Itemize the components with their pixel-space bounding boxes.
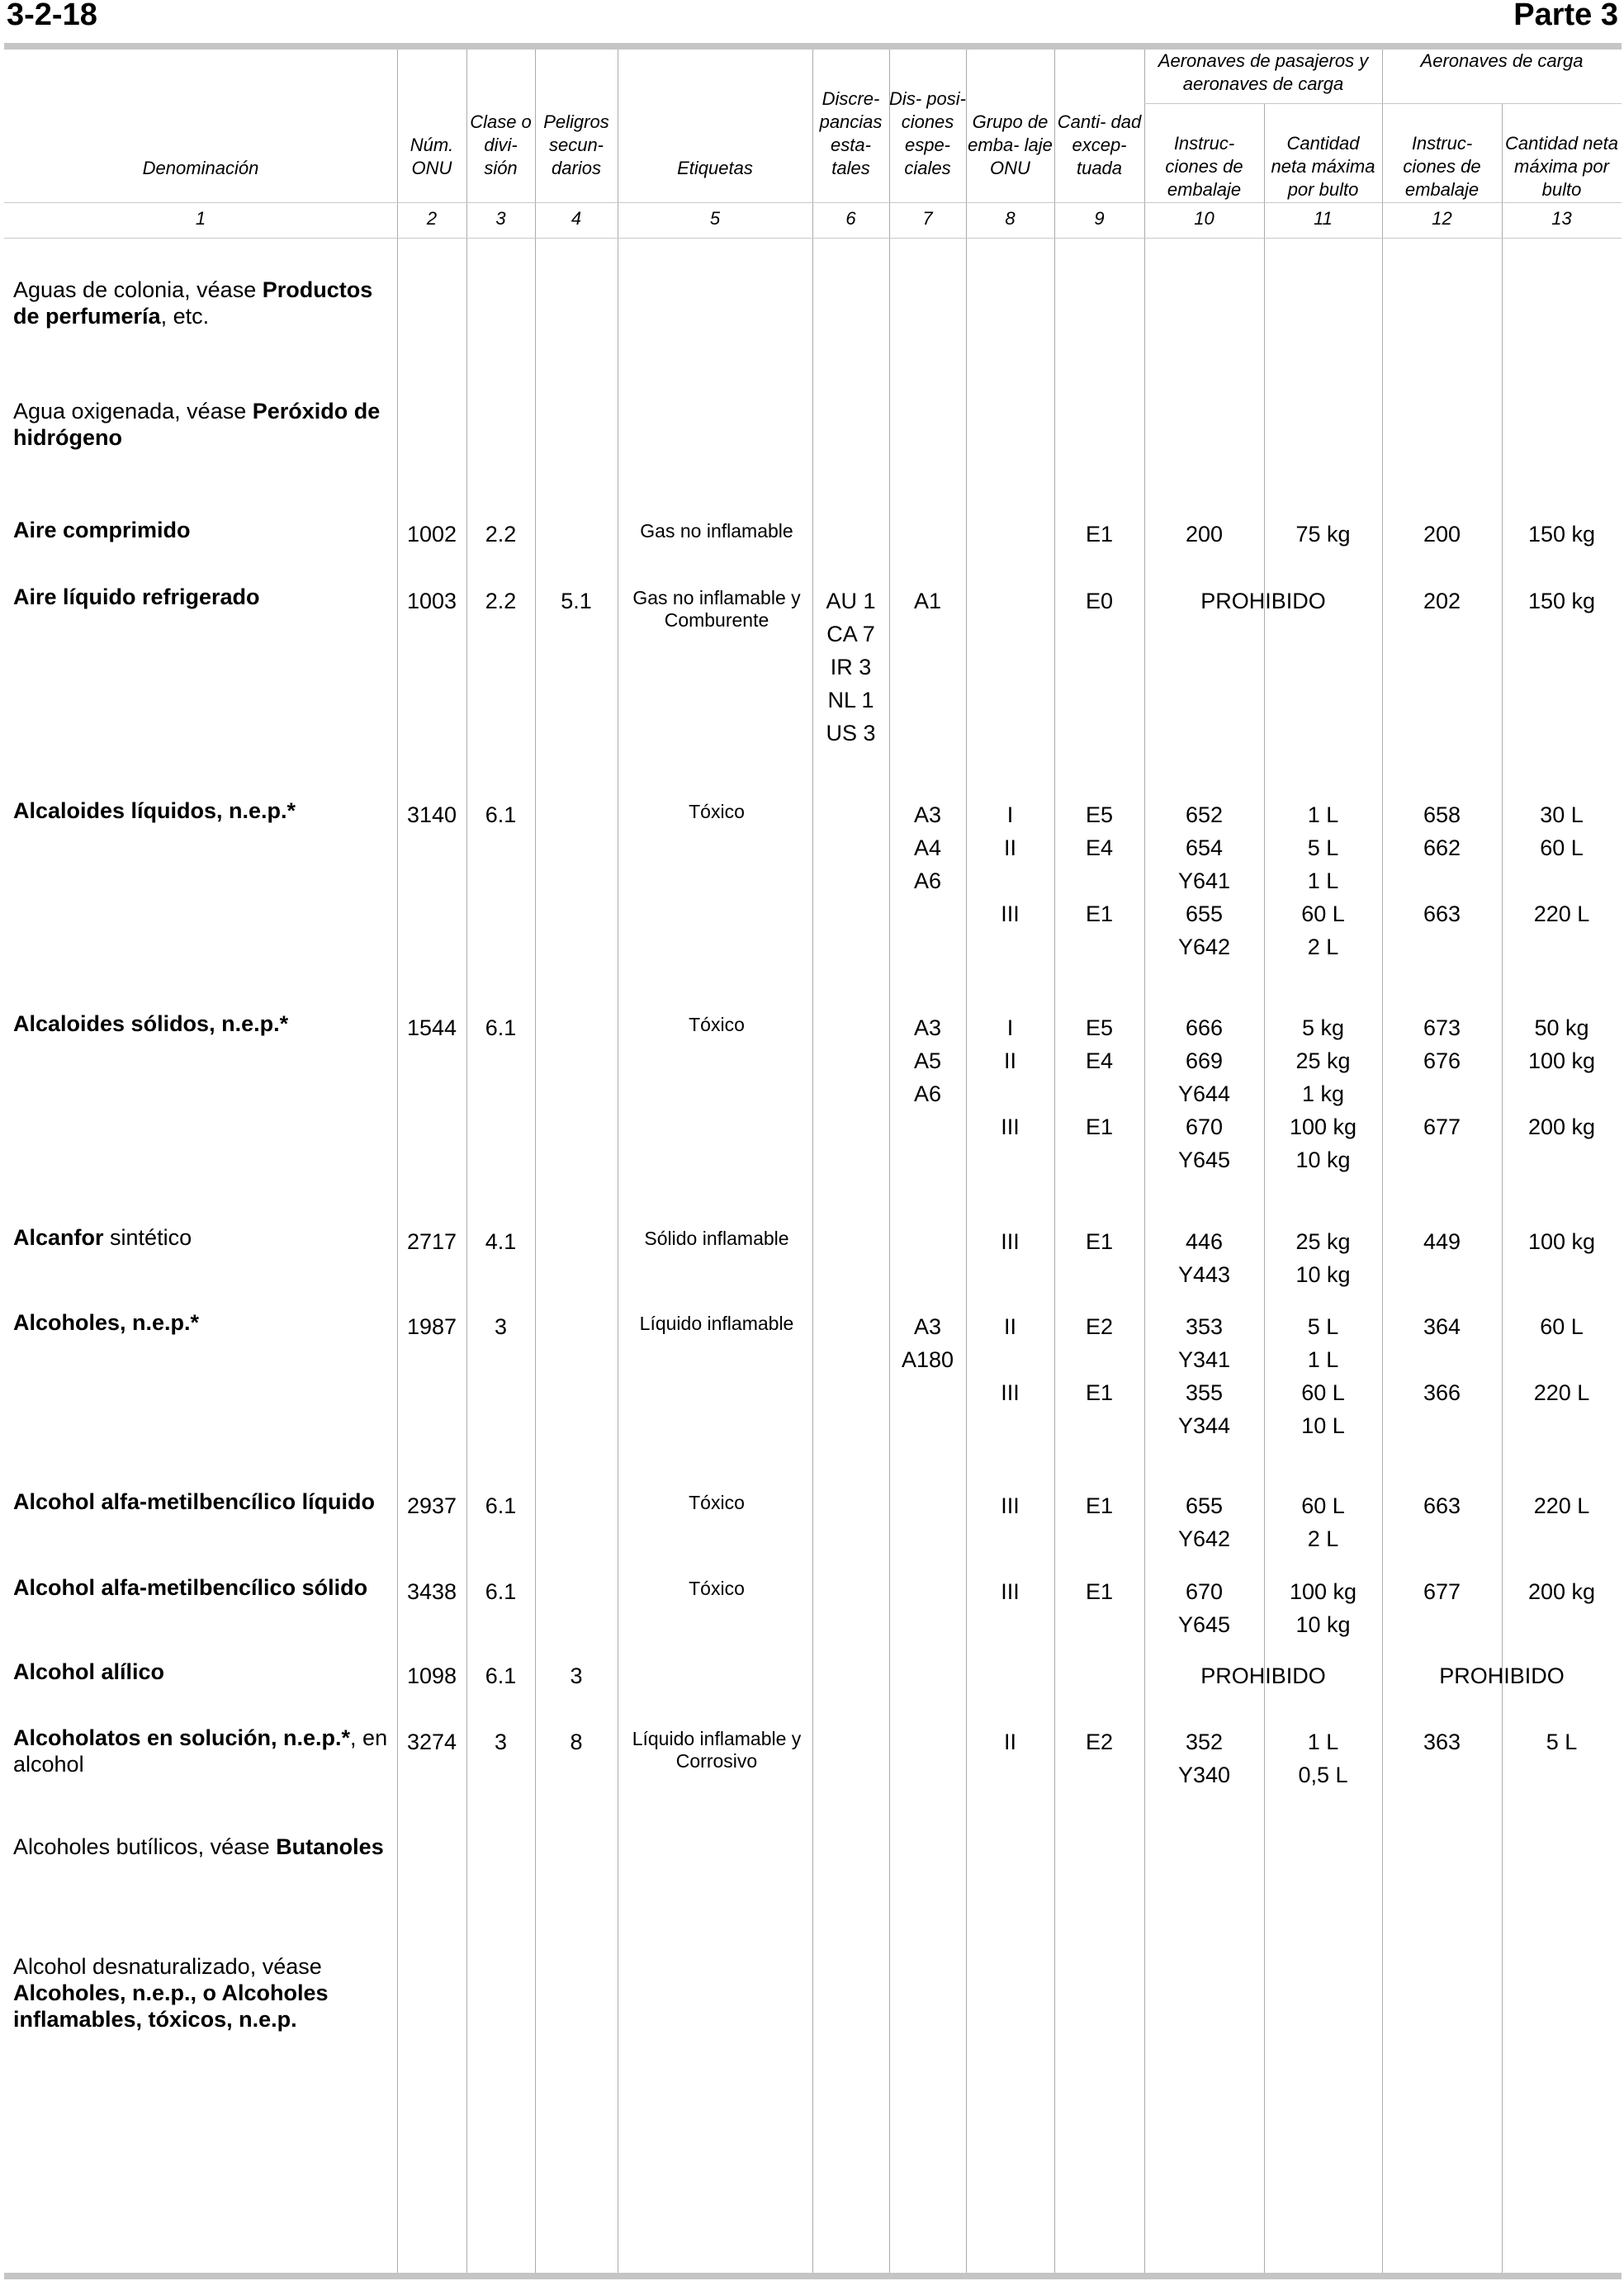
max-net-quantities — [1264, 1011, 1382, 1176]
state-variations — [812, 584, 889, 750]
column-divider — [1264, 103, 1265, 2273]
column-number: 12 — [1432, 208, 1452, 229]
entry-name: Alcoholes, n.e.p.* — [13, 1310, 200, 1335]
hazard-label: Gas no inflamable — [640, 520, 793, 542]
entry-name: Alcohol alílico — [13, 1659, 165, 1684]
max-net-quantities — [1264, 1575, 1382, 1641]
packing-instruction: 355 — [1185, 1380, 1224, 1405]
max-net-quantity: 1 L — [1307, 1347, 1339, 1372]
excepted-quantities — [1054, 1011, 1144, 1143]
cargo-max-net-quantity — [1502, 1343, 1622, 1376]
max-net-quantity: 10 kg — [1295, 1262, 1351, 1287]
cargo-max-net-quantity: 100 kg — [1527, 1229, 1596, 1254]
special-provisions — [889, 798, 966, 897]
header-divider — [4, 238, 1622, 239]
class: 4.1 — [485, 1229, 517, 1254]
special-provision: A1 — [913, 589, 942, 613]
hazard-label: Gas no inflamable y Comburente — [632, 587, 801, 631]
max-net-quantity: 2 L — [1307, 1526, 1339, 1551]
packing-instructions — [1144, 1725, 1264, 1791]
packing-instruction: Y642 — [1177, 935, 1231, 959]
packing-instruction: 446 — [1185, 1229, 1224, 1254]
cargo-max-net-quantity: 220 L — [1533, 1380, 1590, 1405]
state-variation: IR 3 — [830, 655, 872, 679]
packing-group: II — [1003, 835, 1016, 860]
un-number: 1003 — [406, 589, 457, 613]
excepted-quantity: E5 — [1085, 1015, 1114, 1040]
entry-name: Alcanfor sintético — [13, 1225, 192, 1250]
column-number: 4 — [571, 208, 582, 229]
packing-group — [966, 1343, 1054, 1376]
col-header-special-provisions: Dis- posi- ciones espe- ciales — [889, 88, 966, 178]
col-header-cargo-packing-instructions: Instruc- ciones de embalaje — [1403, 133, 1481, 200]
class: 2.2 — [485, 589, 517, 613]
packing-instruction: Y443 — [1177, 1262, 1231, 1287]
cargo-packing-instruction: 673 — [1423, 1015, 1461, 1040]
excepted-quantity: E2 — [1085, 1730, 1114, 1754]
entry-name: Aire líquido refrigerado — [13, 584, 260, 609]
cargo-max-net-quantities — [1502, 1011, 1622, 1143]
packing-instruction: Y645 — [1177, 1148, 1231, 1172]
packing-instruction: 200 — [1185, 522, 1224, 547]
packing-group: III — [1001, 1229, 1020, 1254]
max-net-quantity: 1 L — [1307, 802, 1339, 827]
cross-reference-row: Alcoholes butílicos, véase Butanoles — [13, 1834, 384, 1859]
packing-groups — [966, 1011, 1054, 1143]
column-number: 5 — [709, 208, 721, 229]
max-net-quantities — [1264, 1489, 1382, 1555]
col-header-state-variations: Discre- pancias esta- tales — [819, 88, 883, 178]
col-header-cargo-aircraft: Aeronaves de carga — [1420, 50, 1584, 71]
cargo-packing-instruction — [1382, 1077, 1502, 1110]
special-provisions — [889, 1310, 966, 1376]
special-provision: A4 — [913, 835, 942, 860]
state-variation: NL 1 — [827, 688, 874, 712]
packing-instruction: 352 — [1185, 1730, 1224, 1754]
column-number: 10 — [1194, 208, 1214, 229]
excepted-quantities — [1054, 798, 1144, 930]
max-net-quantities — [1264, 1310, 1382, 1442]
packing-instructions — [1144, 1011, 1264, 1176]
packing-group: I — [1006, 1015, 1014, 1040]
excepted-quantity — [1054, 1077, 1144, 1110]
col-header-packing-group: Grupo de emba- laje ONU — [968, 111, 1053, 178]
column-number: 9 — [1094, 208, 1105, 229]
un-number: 1544 — [406, 1015, 457, 1040]
cargo-max-net-quantity: 220 L — [1533, 1493, 1590, 1518]
bottom-rule — [4, 2273, 1622, 2279]
cargo-max-net-quantity: 220 L — [1533, 902, 1590, 926]
header-divider — [1144, 103, 1622, 104]
special-provision: A6 — [913, 1081, 942, 1106]
max-net-quantity: 25 kg — [1295, 1229, 1351, 1254]
column-divider — [1054, 50, 1055, 2273]
class: 2.2 — [485, 522, 517, 547]
packing-group: III — [1001, 1114, 1020, 1139]
column-number: 11 — [1314, 208, 1333, 229]
excepted-quantity: E4 — [1085, 1048, 1114, 1073]
cargo-max-net-quantity: 150 kg — [1527, 522, 1596, 547]
packing-instructions — [1144, 1575, 1264, 1641]
column-number: 6 — [845, 208, 856, 229]
cargo-max-net-quantity: 60 L — [1540, 1314, 1584, 1339]
column-number: 1 — [195, 208, 206, 229]
entry-name: Alcaloides sólidos, n.e.p.* — [13, 1011, 289, 1036]
column-divider — [1502, 103, 1503, 2273]
col-header-class: Clase o divi- sión — [470, 111, 532, 178]
excepted-quantity: E1 — [1085, 1493, 1114, 1518]
cargo-packing-instruction: 676 — [1423, 1048, 1461, 1073]
column-number: 8 — [1005, 208, 1016, 229]
cargo-max-net-quantities — [1502, 1310, 1622, 1409]
max-net-quantity: 5 kg — [1301, 1015, 1345, 1040]
packing-instruction: 670 — [1185, 1579, 1224, 1604]
col-header-subsidiary-hazards: Peligros secun- darios — [543, 111, 609, 178]
cargo-packing-instruction: 677 — [1423, 1114, 1461, 1139]
special-provision: A180 — [901, 1347, 954, 1372]
cargo-packing-instruction: 449 — [1423, 1229, 1461, 1254]
hazard-label: Sólido inflamable — [644, 1228, 789, 1249]
part-title: Parte 3 — [1513, 0, 1618, 32]
hazard-label: Tóxico — [689, 1578, 745, 1599]
max-net-quantity: 10 kg — [1295, 1612, 1351, 1637]
excepted-quantity: E5 — [1085, 802, 1114, 827]
packing-group: I — [1006, 802, 1014, 827]
cargo-packing-instruction — [1382, 864, 1502, 897]
packing-instruction: 669 — [1185, 1048, 1224, 1073]
excepted-quantity: E1 — [1085, 1229, 1114, 1254]
packing-instruction: Y341 — [1177, 1347, 1231, 1372]
packing-group: II — [1003, 1048, 1016, 1073]
cargo-max-net-quantity — [1502, 1077, 1622, 1110]
cargo-packing-instruction: 677 — [1423, 1579, 1461, 1604]
excepted-quantity: E4 — [1085, 835, 1114, 860]
max-net-quantity: 60 L — [1301, 902, 1345, 926]
packing-group: II — [1003, 1314, 1016, 1339]
column-number: 13 — [1551, 208, 1572, 229]
special-provision: A3 — [913, 1015, 942, 1040]
max-net-quantity: 1 L — [1307, 1730, 1339, 1754]
column-divider — [812, 50, 813, 2273]
cargo-max-net-quantity — [1502, 864, 1622, 897]
packing-groups — [966, 798, 1054, 930]
excepted-quantity: E1 — [1085, 522, 1114, 547]
packing-instructions — [1144, 1310, 1264, 1442]
packing-instruction: 670 — [1185, 1114, 1224, 1139]
col-header-cargo-max-net-quantity: Cantidad neta máxima por bulto — [1505, 133, 1618, 200]
cargo-max-net-quantity: 150 kg — [1527, 589, 1596, 613]
excepted-quantity — [1054, 864, 1144, 897]
column-divider — [397, 50, 398, 2273]
col-header-un-number: Núm. ONU — [410, 135, 454, 178]
packing-instructions — [1144, 1489, 1264, 1555]
excepted-quantity: E1 — [1085, 902, 1114, 926]
class: 6.1 — [485, 1579, 517, 1604]
passenger-prohibited: PROHIBIDO — [1200, 1663, 1326, 1688]
class: 6.1 — [485, 1015, 517, 1040]
cargo-max-net-quantity: 50 kg — [1534, 1015, 1589, 1040]
max-net-quantity: 1 L — [1307, 868, 1339, 893]
excepted-quantity: E1 — [1085, 1380, 1114, 1405]
hazard-label: Tóxico — [689, 1492, 745, 1513]
entry-name: Alcohol alfa-metilbencílico sólido — [13, 1575, 368, 1600]
max-net-quantity: 5 L — [1307, 835, 1339, 860]
excepted-quantity: E2 — [1085, 1314, 1114, 1339]
hazard-label: Tóxico — [689, 1014, 745, 1035]
state-variation: US 3 — [826, 721, 876, 745]
entry-name: Alcohol alfa-metilbencílico líquido — [13, 1489, 376, 1514]
col-header-denominacion: Denominación — [142, 158, 259, 178]
packing-instruction: Y645 — [1177, 1612, 1231, 1637]
packing-instruction: Y344 — [1177, 1413, 1231, 1438]
excepted-quantity: E1 — [1085, 1114, 1114, 1139]
packing-group: III — [1001, 1579, 1020, 1604]
cargo-max-net-quantity: 60 L — [1540, 835, 1584, 860]
cargo-max-net-quantities — [1502, 798, 1622, 930]
column-number: 3 — [495, 208, 506, 229]
cargo-max-net-quantity: 200 kg — [1527, 1114, 1596, 1139]
max-net-quantity: 100 kg — [1289, 1579, 1357, 1604]
packing-group — [966, 864, 1054, 897]
special-provisions — [889, 1011, 966, 1110]
cargo-packing-instruction: 366 — [1423, 1380, 1461, 1405]
cargo-packing-instructions — [1382, 1011, 1502, 1143]
col-header-passenger-packing-instructions: Instruc- ciones de embalaje — [1165, 133, 1243, 200]
un-number: 1987 — [406, 1314, 457, 1339]
max-net-quantity: 60 L — [1301, 1380, 1345, 1405]
max-net-quantity: 25 kg — [1295, 1048, 1351, 1073]
packing-instruction: 353 — [1185, 1314, 1224, 1339]
un-number: 2717 — [406, 1229, 457, 1254]
un-number: 1098 — [406, 1663, 457, 1688]
un-number: 3438 — [406, 1579, 457, 1604]
excepted-quantity: E0 — [1085, 589, 1114, 613]
max-net-quantities — [1264, 798, 1382, 963]
cargo-max-net-quantity: 30 L — [1540, 802, 1584, 827]
excepted-quantity — [1054, 1343, 1144, 1376]
state-variation: AU 1 — [826, 589, 876, 613]
excepted-quantity: E1 — [1085, 1579, 1114, 1604]
cargo-max-net-quantity: 100 kg — [1527, 1048, 1596, 1073]
excepted-quantities — [1054, 1310, 1144, 1409]
special-provision: A6 — [913, 868, 942, 893]
max-net-quantity: 75 kg — [1295, 522, 1351, 547]
packing-instruction: 655 — [1185, 1493, 1224, 1518]
cargo-max-net-quantity: 5 L — [1546, 1730, 1578, 1754]
column-number: 7 — [922, 208, 933, 229]
column-divider — [966, 50, 967, 2273]
column-divider — [466, 50, 467, 2273]
column-divider — [889, 50, 890, 2273]
cross-reference-row: Aguas de colonia, véase Productos de perfumería, etc. — [13, 277, 373, 329]
cargo-prohibited: PROHIBIDO — [1439, 1663, 1565, 1688]
subsidiary-hazard: 8 — [570, 1730, 583, 1754]
class: 6.1 — [485, 1493, 517, 1518]
packing-instruction: 655 — [1185, 902, 1224, 926]
packing-instructions — [1144, 1225, 1264, 1291]
packing-group — [966, 1077, 1054, 1110]
max-net-quantity: 10 kg — [1295, 1148, 1351, 1172]
cargo-packing-instruction: 658 — [1423, 802, 1461, 827]
col-header-labels: Etiquetas — [677, 158, 753, 178]
packing-group: III — [1001, 1380, 1020, 1405]
packing-instruction: Y641 — [1177, 868, 1231, 893]
col-header-passenger-max-net-quantity: Cantidad neta máxima por bulto — [1271, 133, 1375, 200]
cargo-packing-instruction: 364 — [1423, 1314, 1461, 1339]
cargo-packing-instructions — [1382, 798, 1502, 930]
cargo-packing-instruction: 363 — [1423, 1730, 1461, 1754]
packing-instruction: 654 — [1185, 835, 1224, 860]
passenger-prohibited: PROHIBIDO — [1200, 589, 1326, 613]
hazard-label: Líquido inflamable — [639, 1313, 794, 1334]
special-provision: A5 — [913, 1048, 942, 1073]
max-net-quantity: 2 L — [1307, 935, 1339, 959]
subsidiary-hazard: 3 — [570, 1663, 583, 1688]
packing-instruction: Y642 — [1177, 1526, 1231, 1551]
max-net-quantity: 60 L — [1301, 1493, 1345, 1518]
entry-name: Alcaloides líquidos, n.e.p.* — [13, 798, 296, 823]
class: 3 — [494, 1314, 508, 1339]
cargo-max-net-quantity: 200 kg — [1527, 1579, 1596, 1604]
cargo-packing-instruction: 662 — [1423, 835, 1461, 860]
column-divider — [535, 50, 536, 2273]
hazard-label: Líquido inflamable y Corrosivo — [632, 1728, 802, 1772]
cargo-packing-instruction: 200 — [1423, 522, 1461, 547]
max-net-quantities — [1264, 1725, 1382, 1791]
header-divider — [4, 202, 1622, 203]
max-net-quantity: 1 kg — [1301, 1081, 1345, 1106]
special-provision: A3 — [913, 802, 942, 827]
special-provision: A3 — [913, 1314, 942, 1339]
page-number: 3-2-18 — [7, 0, 97, 32]
column-divider — [1382, 50, 1383, 2273]
un-number: 1002 — [406, 522, 457, 547]
hazard-label: Tóxico — [689, 801, 745, 822]
cargo-packing-instruction: 663 — [1423, 902, 1461, 926]
un-number: 2937 — [406, 1493, 457, 1518]
state-variation: CA 7 — [826, 622, 875, 646]
packing-instruction: 666 — [1185, 1015, 1224, 1040]
packing-instruction: Y340 — [1177, 1763, 1231, 1787]
un-number: 3274 — [406, 1730, 457, 1754]
col-header-excepted-quantity: Canti- dad excep- tuada — [1057, 111, 1142, 178]
cargo-packing-instructions — [1382, 1310, 1502, 1409]
packing-group: III — [1001, 1493, 1020, 1518]
packing-groups — [966, 1310, 1054, 1409]
cargo-packing-instruction: 202 — [1423, 589, 1461, 613]
max-net-quantities — [1264, 1225, 1382, 1291]
cargo-packing-instruction — [1382, 1343, 1502, 1376]
col-header-passenger-aircraft: Aeronaves de pasajeros y aeronaves de carga — [1158, 50, 1369, 94]
packing-instructions — [1144, 798, 1264, 963]
class: 6.1 — [485, 1663, 517, 1688]
un-number: 3140 — [406, 802, 457, 827]
entry-name: Aire comprimido — [13, 518, 191, 542]
max-net-quantity: 10 L — [1301, 1413, 1345, 1438]
max-net-quantity: 5 L — [1307, 1314, 1339, 1339]
max-net-quantity: 0,5 L — [1298, 1763, 1348, 1787]
class: 3 — [494, 1730, 508, 1754]
subsidiary-hazard: 5.1 — [561, 589, 592, 613]
packing-group: III — [1001, 902, 1020, 926]
packing-group: II — [1003, 1730, 1016, 1754]
column-number: 2 — [426, 208, 438, 229]
packing-instruction: 652 — [1185, 802, 1224, 827]
cross-reference-row: Alcohol desnaturalizado, véase Alcoholes, n.e.p., o Alcoholes inflamables, tóxicos, n.e.p. — [13, 1954, 329, 2032]
class: 6.1 — [485, 802, 517, 827]
max-net-quantity: 100 kg — [1289, 1114, 1357, 1139]
cargo-packing-instruction: 663 — [1423, 1493, 1461, 1518]
entry-name: Alcoholatos en solución, n.e.p.*, en alcohol — [13, 1725, 388, 1777]
packing-instruction: Y644 — [1177, 1081, 1231, 1106]
top-rule — [4, 43, 1622, 50]
cross-reference-row: Agua oxigenada, véase Peróxido de hidrógeno — [13, 399, 381, 450]
